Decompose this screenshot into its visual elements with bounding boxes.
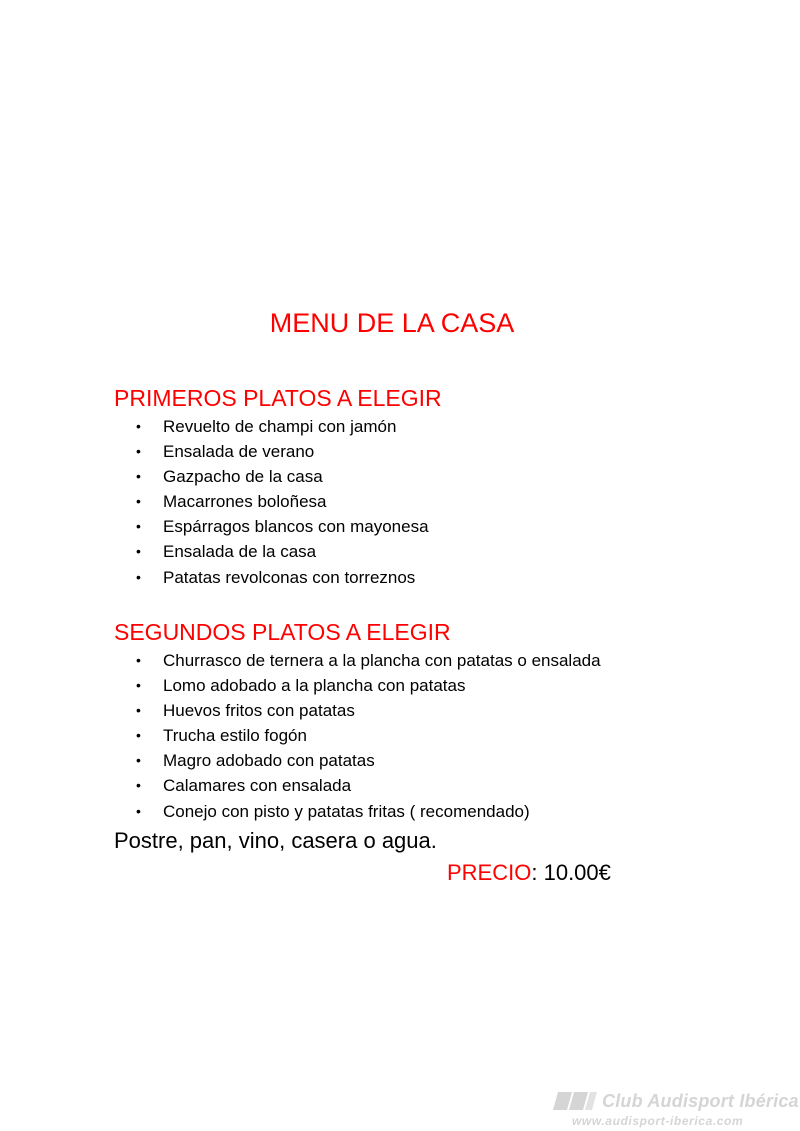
dish-name: Patatas revolconas con torreznos <box>163 567 416 587</box>
bullet-icon: • <box>136 468 141 485</box>
dish-name: Espárragos blancos con mayonesa <box>163 517 429 537</box>
bullet-icon: • <box>136 802 141 819</box>
bullet-icon: • <box>136 677 141 694</box>
dish-name: Ensalada de la casa <box>163 542 317 562</box>
dish-name: Trucha estilo fogón <box>163 726 307 746</box>
bullet-icon: • <box>136 568 141 585</box>
dish-name: Conejo con pisto y patatas fritas ( recomendado) <box>163 801 530 821</box>
dish-name: Macarrones boloñesa <box>163 492 327 512</box>
dish-name: Magro adobado con patatas <box>163 751 375 771</box>
segundos-heading: SEGUNDOS PLATOS A ELEGIR <box>114 619 451 645</box>
price-value: 10.00€ <box>543 860 611 885</box>
bullet-icon: • <box>136 752 141 769</box>
club-logo-icon <box>552 1091 598 1111</box>
dish-name: Lomo adobado a la plancha con patatas <box>163 676 466 696</box>
dish-name: Calamares con ensalada <box>163 776 352 796</box>
menu-title: MENU DE LA CASA <box>269 308 515 338</box>
watermark-name: Club Audisport Ibérica <box>602 1091 799 1111</box>
bullet-icon: • <box>136 493 141 510</box>
bullet-icon: • <box>136 652 141 668</box>
watermark <box>552 1087 798 1127</box>
watermark-url: www.audisport-iberica.com <box>572 1114 744 1128</box>
dish-name: Gazpacho de la casa <box>163 467 323 487</box>
bullet-icon: • <box>136 418 141 434</box>
price-label: PRECIO <box>447 860 532 885</box>
bullet-icon: • <box>136 777 141 794</box>
dish-name: Huevos fritos con patatas <box>163 701 355 721</box>
price-separator: : <box>531 860 544 885</box>
dish-name: Revuelto de champi con jamón <box>163 417 397 436</box>
price-line <box>447 858 611 888</box>
bullet-icon: • <box>136 702 141 719</box>
menu-extras: Postre, pan, vino, casera o agua. <box>114 828 437 853</box>
bullet-icon: • <box>136 443 141 460</box>
dish-name: Ensalada de verano <box>163 442 315 462</box>
bullet-icon: • <box>136 727 141 744</box>
dish-name: Churrasco de ternera a la plancha con patatas o ensalada <box>163 651 601 670</box>
bullet-icon: • <box>136 518 141 535</box>
bullet-icon: • <box>136 543 141 560</box>
primeros-heading: PRIMEROS PLATOS A ELEGIR <box>114 385 442 411</box>
